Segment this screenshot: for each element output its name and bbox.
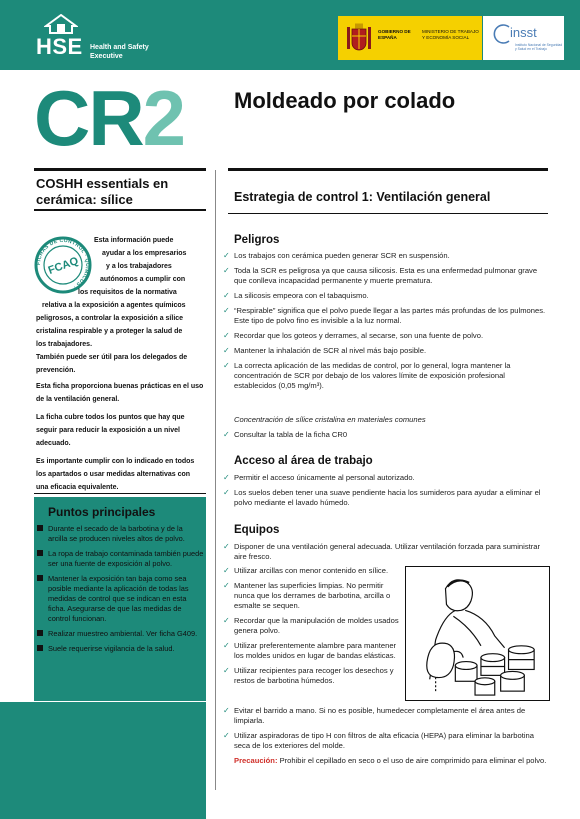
equipment-heading: Equipos [234, 524, 280, 536]
precaution-item [223, 756, 548, 766]
ministry-label: MINISTERIO DE TRABAJO Y ECONOMÍA SOCIAL [422, 29, 479, 40]
sheet-code [34, 76, 184, 160]
check-icon: ✓ [223, 251, 230, 260]
access-list [223, 473, 548, 513]
hazard-item: ✓ Toda la SCR es peligrosa ya que causa silicosis. Esta es una enfermedad pulmonar grave que conlleva incapacidad permanente y muerte prematura. [223, 266, 538, 285]
slip-casting-illustration [405, 566, 550, 701]
check-icon: ✓ [223, 542, 230, 551]
header-band [0, 0, 580, 70]
hse-house-icon [44, 14, 78, 34]
check-icon: ✓ [223, 566, 230, 575]
spain-crest-icon [346, 23, 372, 53]
square-bullet-icon [37, 630, 43, 636]
intro-text [36, 234, 206, 351]
square-bullet-icon [37, 645, 43, 651]
intro-line: Esta información puede [94, 237, 174, 244]
hse-letters: HSE [36, 34, 83, 59]
check-icon: ✓ [223, 473, 230, 482]
equipment-item: ✓ Mantener las superficies limpias. No permitir nunca que los derrames de barbotina, arcilla o esmalte se sequen. [223, 581, 391, 610]
hazard-item: ✓ “Respirable” significa que el polvo puede llegar a las partes más profundas de los pulmones. Este tipo de polvo fino es invisible a la luz normal. [223, 306, 546, 325]
access-heading: Acceso al área de trabajo [234, 455, 373, 467]
check-icon: ✓ [223, 706, 230, 715]
key-point: Suele requerirse vigilancia de la salud. [36, 644, 204, 654]
check-icon: ✓ [223, 291, 230, 300]
check-icon: ✓ [223, 581, 230, 590]
left-heading: COSHH essentials en cerámica: sílice [36, 176, 169, 207]
hse-name: Health and Safety Executive [90, 44, 149, 60]
square-bullet-icon [37, 525, 43, 531]
equipment-item: ✓ Utilizar arcillas con menor contenido en sílice. [223, 566, 389, 575]
square-bullet-icon [37, 550, 43, 556]
hazard-item: ✓ La correcta aplicación de las medidas de control, por lo general, logra mantener la concentración de SCR por debajo de los valores límite de exposición profesional establecidos (0,05 mg/m³). [223, 361, 511, 390]
equipment-item: ✓ Evitar el barrido a mano. Si no es posible, humedecer completamente el área antes de limpiarla. [223, 706, 526, 725]
concentration-list [223, 430, 548, 445]
intro-line: los trabajadores. [36, 341, 93, 348]
intro-line: y a los trabajadores [106, 263, 172, 270]
insst-name: insst [510, 25, 537, 40]
insst-logo [483, 16, 564, 60]
intro-line: relativa a la exposición a agentes químicos [42, 302, 186, 309]
left-section-rule [34, 493, 206, 494]
key-points-list [36, 524, 204, 659]
key-point: Mantener la exposición tan baja como sea posible mediante la aplicación de todas las medidas de control que se indican en esta ficha. Asegurarse de que las medidas de control funcionan. [36, 574, 204, 624]
intro-line: ayudar a los empresarios [102, 250, 187, 257]
check-icon: ✓ [223, 361, 230, 370]
key-point: Realizar muestreo ambiental. Ver ficha G409. [36, 629, 204, 639]
intro-paragraph: Esta ficha proporciona buenas prácticas en el uso de la ventilación general. [36, 383, 204, 403]
intro-line: los requisitos de la normativa [78, 289, 177, 296]
hazard-item: ✓ Recordar que los goteos y derrames, al secarse, son una fuente de polvo. [223, 331, 484, 340]
concentration-item: ✓ Consultar la tabla de la ficha CR0 [223, 430, 348, 439]
access-item: ✓ Los suelos deben tener una suave pendiente hacia los sumideros para ayudar a eliminar el polvo mediante el lavado húmedo. [223, 488, 541, 507]
intro-paragraph: Es importante cumplir con lo indicado en todos los apartados o usar medidas alternativas con una eficacia equivalente. [36, 458, 195, 491]
access-item: ✓ Permitir el acceso únicamente al personal autorizado. [223, 473, 415, 482]
check-icon: ✓ [223, 488, 230, 497]
key-points-box-base [0, 702, 206, 819]
strategy-rule [228, 213, 548, 214]
equipment-item: ✓ Recordar que la manipulación de moldes usados genera polvo. [223, 616, 399, 635]
check-icon: ✓ [223, 731, 230, 740]
precaution-label: Precaución: [234, 756, 278, 765]
left-top-rule [34, 168, 206, 171]
key-point: La ropa de trabajo contaminada también puede ser una fuente de exposición al polvo. [36, 549, 204, 569]
check-icon: ✓ [223, 666, 230, 675]
hazards-heading: Peligros [234, 234, 280, 246]
fcaq-ring-text: FICHAS DE CONTROL · QUÍMICOS · [35, 237, 91, 290]
hazards-list [223, 251, 548, 396]
intro-paragraph: La ficha cubre todos los puntos que hay que seguir para reducir la exposición a un nivel adecuado. [36, 414, 185, 447]
column-divider [215, 170, 216, 790]
intro-line: peligrosos, a controlar la exposición a sílice [36, 315, 184, 322]
equipment-item: ✓ Disponer de una ventilación general adecuada. Utilizar ventilación forzada para suministrar aire fresco. [223, 542, 541, 561]
insst-subtitle: Instituto Nacional de Seguridad y Salud en el Trabajo [515, 43, 563, 51]
page-title: Moldeado por colado [234, 88, 456, 113]
check-icon: ✓ [223, 616, 230, 625]
equipment-item: ✓ Utilizar preferentemente alambre para mantener los moldes unidos en lugar de bandas elásticas. [223, 641, 397, 660]
hazard-item: ✓ La silicosis empeora con el tabaquismo. [223, 291, 369, 300]
hazard-item: ✓ Mantener la inhalación de SCR al nivel más bajo posible. [223, 346, 427, 355]
key-points-title: Puntos principales [48, 505, 156, 519]
key-point: Durante el secado de la barbotina y de la arcilla se producen niveles altos de polvo. [36, 524, 204, 544]
government-logo [338, 16, 482, 60]
check-icon: ✓ [223, 641, 230, 650]
intro-line: cristalina respirable y a proteger la salud de [36, 328, 183, 335]
equipment-bottom-list [223, 706, 548, 771]
square-bullet-icon [37, 575, 43, 581]
sheet-code-prefix: CR [34, 74, 143, 162]
intro-paragraph: También puede ser útil para los delegados de prevención. [36, 354, 188, 374]
equipment-wide-list [223, 542, 548, 567]
hazard-item: ✓ Los trabajos con cerámica pueden generar SCR en suspensión. [223, 251, 450, 260]
equipment-item: ✓ Utilizar recipientes para recoger los desechos y restos de barbotina húmedos. [223, 666, 394, 685]
right-top-rule [228, 168, 548, 171]
check-icon: ✓ [223, 266, 230, 275]
check-icon: ✓ [223, 430, 230, 439]
intro-line: autónomos a cumplir con [100, 276, 186, 283]
concentration-note: Concentración de sílice cristalina en materiales comunes [234, 415, 426, 424]
equipment-narrow-list [223, 566, 401, 691]
check-icon: ✓ [223, 331, 230, 340]
left-heading-rule [34, 209, 206, 211]
check-icon: ✓ [223, 346, 230, 355]
fcaq-label: FCAQ [46, 254, 81, 277]
sheet-code-number: 2 [142, 74, 185, 162]
precaution-text: Prohibir el cepillado en seco o el uso de aire comprimido para eliminar el polvo. [277, 756, 547, 765]
equipment-item: ✓ Utilizar aspiradoras de tipo H con filtros de alta eficacia (HEPA) para eliminar la barbotina seca de los exteriores del molde. [223, 731, 534, 750]
strategy-heading: Estrategia de control 1: Ventilación general [234, 190, 491, 204]
check-icon: ✓ [223, 306, 230, 315]
gov-label: GOBIERNO DE ESPAÑA [378, 29, 411, 40]
hse-logo [36, 14, 86, 60]
